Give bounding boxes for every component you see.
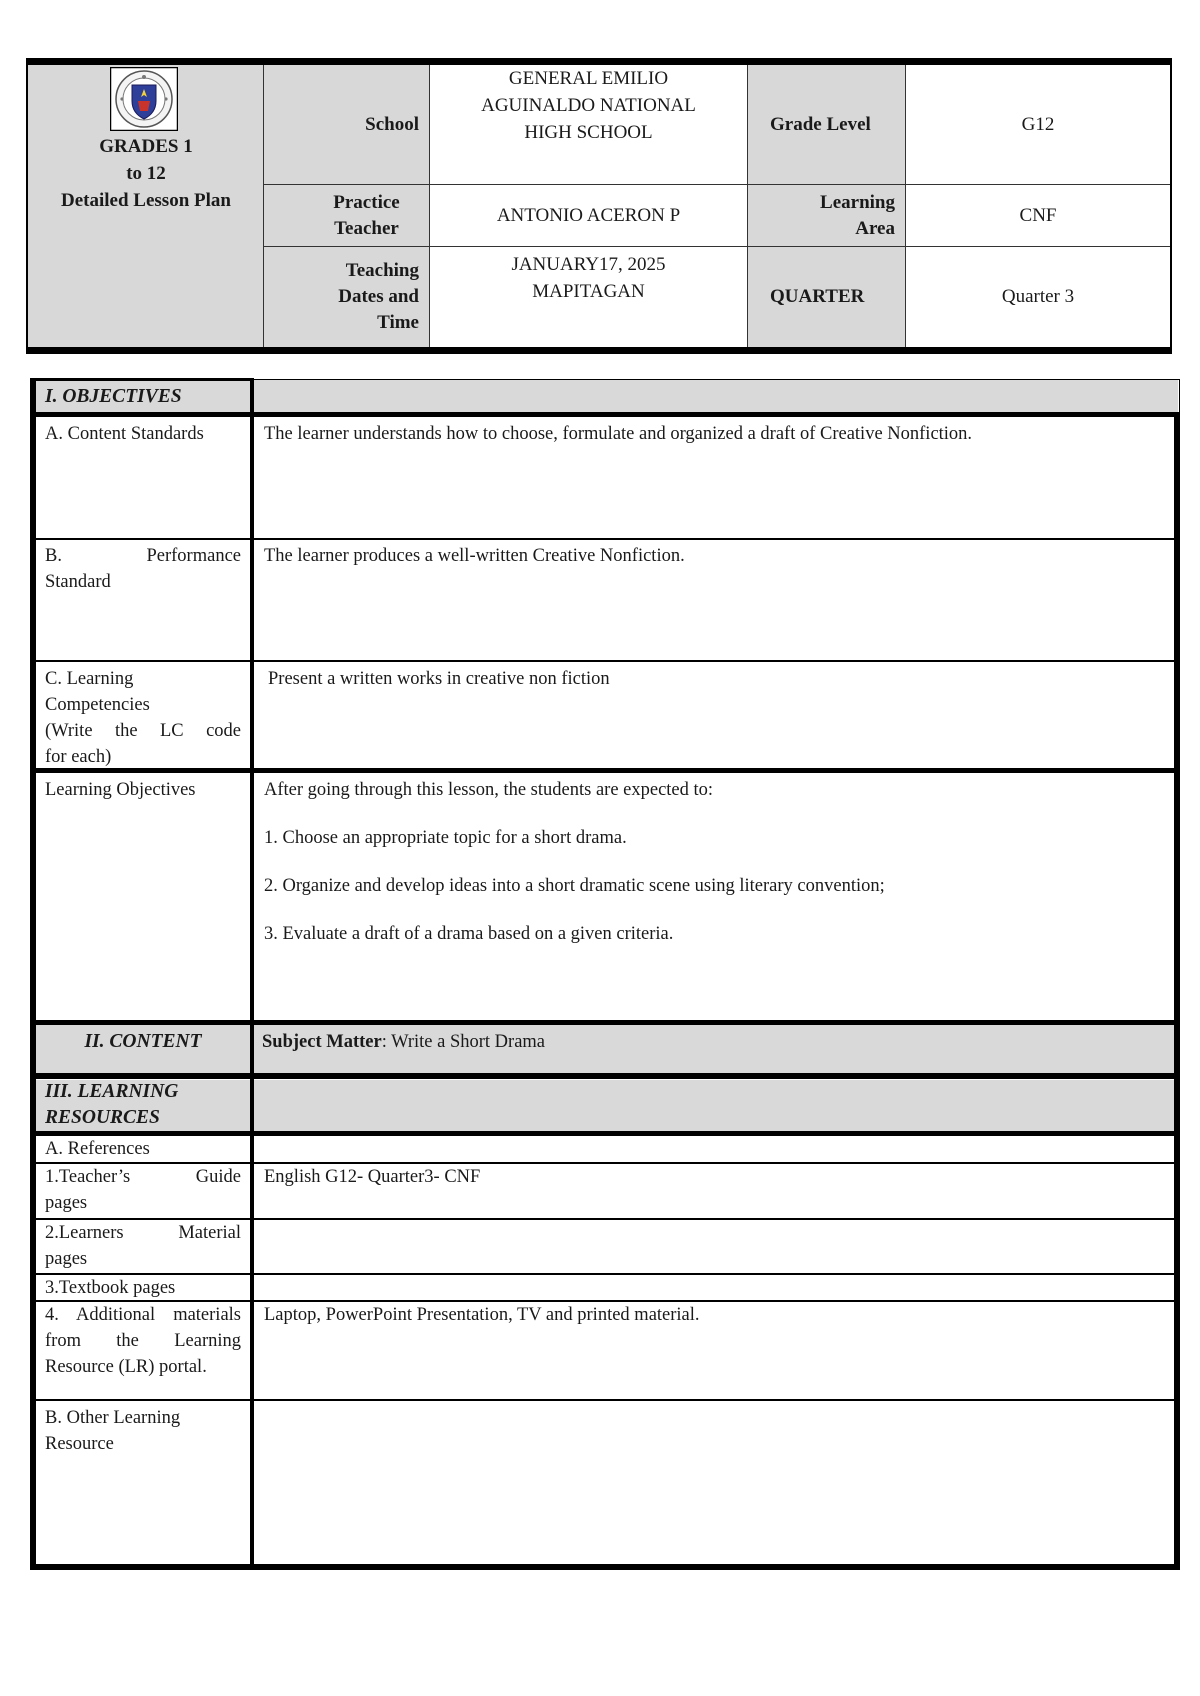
other-learning-resource-label-line-1: B. Other Learning — [45, 1408, 181, 1428]
plan-title-line-2: to 12 — [126, 163, 166, 184]
header-title-cell — [28, 65, 264, 347]
textbook-pages-label: 3.Textbook pages — [45, 1278, 176, 1298]
grade-level-value: G12 — [906, 65, 1170, 185]
performance-standard-label-part-3: Standard — [45, 572, 111, 592]
teachers-guide-label-line-2: pages — [45, 1193, 88, 1213]
learners-material-label-line-1: 2.Learners Material — [45, 1223, 241, 1243]
subject-matter-cell — [254, 1025, 1174, 1073]
learners-material-label-line-2: pages — [45, 1249, 88, 1269]
teaching-dates-label-line-1: Teaching — [345, 260, 419, 281]
teachers-guide-label-line-1: 1.Teacher’s Guide — [45, 1167, 241, 1187]
subject-matter-label: Subject Matter — [262, 1032, 382, 1052]
teaching-dates-label — [264, 247, 430, 347]
teaching-dates-label-line-3: Time — [377, 312, 419, 333]
learning-competencies-label-line-4: for each) — [45, 747, 112, 767]
learning-objective-item-3: 3. Evaluate a draft of a drama based on a given criteria. — [264, 924, 674, 944]
additional-materials-label — [36, 1302, 250, 1399]
resources-section-title-line-1: III. LEARNING — [45, 1081, 179, 1102]
lesson-plan-header-table — [26, 58, 1172, 354]
content-section-title: II. CONTENT — [84, 1031, 202, 1052]
resources-header-right-bg — [254, 1080, 1174, 1132]
other-learning-resource-label-line-2: Resource — [45, 1434, 114, 1454]
resources-section-title — [36, 1079, 250, 1131]
learning-objectives-intro: After going through this lesson, the students are expected to: — [264, 780, 714, 800]
practice-teacher-value: ANTONIO ACERON P — [430, 185, 748, 247]
other-learning-resource-label — [36, 1401, 250, 1564]
teaching-dates-label-line-2: Dates and — [338, 286, 419, 307]
school-value-line-2: AGUINALDO NATIONAL — [481, 95, 696, 116]
resources-section-title-line-2: RESOURCES — [45, 1107, 160, 1128]
learning-area-label — [748, 185, 906, 247]
additional-materials-label-line-3: Resource (LR) portal. — [45, 1357, 207, 1377]
teachers-guide-value: English G12- Quarter3- CNF — [264, 1167, 481, 1187]
table-bottom-border — [30, 1564, 1180, 1570]
learning-competencies-value: Present a written works in creative non fiction — [268, 669, 610, 689]
objectives-section-title: I. OBJECTIVES — [45, 386, 182, 407]
teaching-dates-value — [430, 247, 748, 347]
practice-teacher-label-line-1: Practice — [333, 191, 400, 213]
practice-teacher-label — [264, 185, 430, 247]
learning-competencies-label-line-3: (Write the LC code — [45, 721, 241, 741]
school-value — [430, 65, 748, 185]
learning-objectives-value — [254, 773, 1174, 1020]
quarter-label: QUARTER — [748, 247, 906, 347]
teaching-dates-value-line-2: MAPITAGAN — [532, 281, 645, 302]
grade-level-label: Grade Level — [748, 65, 906, 185]
learners-material-label — [36, 1220, 250, 1273]
performance-standard-value: The learner produces a well-written Creative Nonfiction. — [264, 546, 685, 566]
additional-materials-label-line-2: from the Learning — [45, 1331, 241, 1351]
subject-matter-value: : Write a Short Drama — [381, 1032, 546, 1052]
learning-competencies-label-line-1: C. Learning — [45, 669, 134, 689]
teachers-guide-label — [36, 1164, 250, 1218]
school-label: School — [264, 65, 430, 185]
teaching-dates-value-line-1: JANUARY17, 2025 — [511, 254, 666, 275]
performance-standard-label — [36, 539, 250, 659]
learning-objective-item-1: 1. Choose an appropriate topic for a short drama. — [264, 828, 627, 848]
performance-standard-label-part-2: Performance — [146, 546, 241, 566]
references-label: A. References — [45, 1139, 150, 1159]
learning-objective-item-2: 2. Organize and develop ideas into a short dramatic scene using literary convention; — [264, 876, 885, 896]
performance-standard-label-part-1: B. — [45, 546, 62, 566]
objectives-header-top-line — [254, 379, 1180, 380]
plan-title-line-3: Detailed Lesson Plan — [61, 190, 231, 211]
learning-competencies-label-line-2: Competencies — [45, 695, 150, 715]
objectives-header-right-bg — [254, 380, 1178, 413]
learning-objectives-label: Learning Objectives — [45, 780, 196, 800]
school-value-line-3: HIGH SCHOOL — [524, 122, 653, 143]
learning-area-label-line-1: Learning — [820, 191, 895, 213]
additional-materials-label-line-1: 4. Additional materials — [45, 1305, 241, 1325]
content-standards-label: A. Content Standards — [45, 424, 204, 444]
practice-teacher-label-line-2: Teacher — [334, 217, 399, 239]
deped-seal-icon — [110, 67, 178, 131]
content-standards-value: The learner understands how to choose, formulate and organized a draft of Creative Nonfiction. — [264, 424, 973, 444]
additional-materials-value: Laptop, PowerPoint Presentation, TV and printed material. — [264, 1305, 700, 1325]
learning-competencies-label — [36, 662, 250, 768]
learning-area-value: CNF — [906, 185, 1170, 247]
quarter-value: Quarter 3 — [1001, 286, 1075, 307]
learning-area-label-line-2: Area — [855, 217, 895, 239]
school-value-line-1: GENERAL EMILIO — [508, 68, 669, 89]
table-right-border — [1174, 413, 1180, 1570]
plan-title-line-1: GRADES 1 — [99, 136, 193, 157]
objectives-header-right-line — [1179, 379, 1180, 413]
